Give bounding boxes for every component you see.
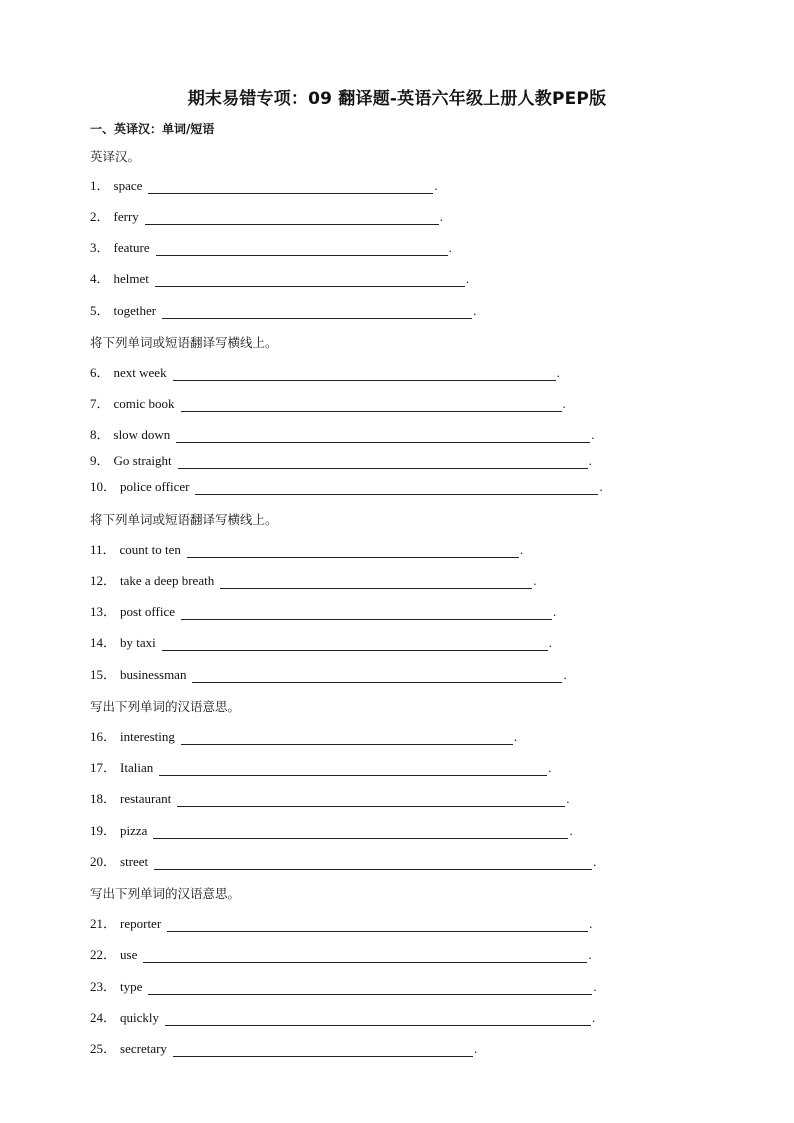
period: . bbox=[473, 303, 477, 318]
question-word: quickly bbox=[120, 1010, 160, 1025]
question-number: 21． bbox=[90, 916, 117, 931]
question-number: 25． bbox=[90, 1041, 117, 1056]
question-number: 3． bbox=[90, 240, 110, 255]
question-word: businessman bbox=[120, 667, 187, 682]
question-word: next week bbox=[113, 365, 167, 380]
question-item bbox=[90, 176, 438, 194]
period: . bbox=[439, 209, 444, 224]
answer-blank[interactable] bbox=[148, 180, 433, 194]
question-number: 7． bbox=[90, 396, 110, 411]
question-word: take a deep breath bbox=[120, 573, 215, 588]
question-item bbox=[90, 301, 476, 319]
question-word: reporter bbox=[120, 916, 162, 931]
answer-blank[interactable] bbox=[220, 575, 532, 589]
period: . bbox=[563, 667, 567, 682]
question-item bbox=[90, 789, 570, 807]
question-number: 2． bbox=[90, 209, 110, 224]
period: . bbox=[588, 947, 592, 962]
period: . bbox=[533, 573, 537, 588]
question-word: space bbox=[113, 178, 143, 193]
answer-blank[interactable] bbox=[153, 825, 568, 839]
page-title: 期末易错专项：09 翻译题-英语六年级上册人教PEP版 bbox=[187, 89, 607, 109]
answer-blank[interactable] bbox=[162, 305, 472, 319]
answer-blank[interactable] bbox=[195, 481, 598, 495]
question-item bbox=[90, 269, 469, 287]
question-item bbox=[90, 758, 551, 776]
answer-blank[interactable] bbox=[173, 367, 556, 381]
question-number: 16． bbox=[90, 729, 117, 744]
answer-blank[interactable] bbox=[143, 949, 587, 963]
answer-blank[interactable] bbox=[181, 606, 552, 620]
question-number: 9． bbox=[90, 453, 110, 468]
answer-blank[interactable] bbox=[159, 762, 547, 776]
question-item bbox=[90, 602, 556, 620]
question-item bbox=[90, 571, 536, 589]
answer-blank[interactable] bbox=[155, 273, 465, 287]
question-word: helmet bbox=[113, 271, 149, 286]
answer-blank[interactable] bbox=[165, 1012, 591, 1026]
question-number: 24． bbox=[90, 1010, 117, 1025]
question-number: 10． bbox=[90, 479, 117, 494]
question-word: restaurant bbox=[120, 791, 172, 806]
question-item bbox=[90, 665, 567, 683]
question-word: ferry bbox=[113, 209, 139, 224]
question-word: secretary bbox=[120, 1041, 167, 1056]
question-item bbox=[90, 238, 452, 256]
question-item bbox=[90, 477, 603, 495]
answer-blank[interactable] bbox=[162, 637, 548, 651]
instruction-3: 将下列单词或短语翻译写横线上。 bbox=[90, 512, 278, 527]
question-number: 22． bbox=[90, 947, 117, 962]
question-number: 14． bbox=[90, 635, 117, 650]
section-heading: 一、英译汉：单词/短语 bbox=[90, 122, 215, 136]
question-item bbox=[90, 945, 592, 963]
question-word: police officer bbox=[120, 479, 190, 494]
question-item bbox=[90, 540, 523, 558]
question-word: feature bbox=[113, 240, 150, 255]
period: . bbox=[562, 396, 566, 411]
question-item bbox=[90, 1008, 595, 1026]
period: . bbox=[591, 427, 595, 442]
question-item bbox=[90, 363, 560, 381]
question-item bbox=[90, 207, 443, 225]
question-number: 4． bbox=[90, 271, 110, 286]
question-number: 8． bbox=[90, 427, 110, 442]
period: . bbox=[548, 635, 553, 650]
answer-blank[interactable] bbox=[154, 856, 592, 870]
question-word: by taxi bbox=[120, 635, 156, 650]
answer-blank[interactable] bbox=[148, 981, 592, 995]
question-word: together bbox=[113, 303, 157, 318]
period: . bbox=[599, 479, 603, 494]
answer-blank[interactable] bbox=[173, 1043, 473, 1057]
question-item bbox=[90, 821, 573, 839]
period: . bbox=[592, 1010, 596, 1025]
question-word: street bbox=[120, 854, 149, 869]
instruction-5: 写出下列单词的汉语意思。 bbox=[90, 886, 241, 901]
question-word: type bbox=[120, 979, 143, 994]
period: . bbox=[553, 604, 557, 619]
question-number: 23． bbox=[90, 979, 117, 994]
instruction-2: 将下列单词或短语翻译写横线上。 bbox=[90, 335, 278, 350]
question-item bbox=[90, 914, 592, 932]
question-number: 18． bbox=[90, 791, 117, 806]
question-word: comic book bbox=[113, 396, 175, 411]
question-item bbox=[90, 633, 552, 651]
instruction-1: 英译汉。 bbox=[90, 149, 141, 164]
period: . bbox=[548, 760, 552, 775]
period: . bbox=[566, 791, 570, 806]
question-word: count to ten bbox=[119, 542, 181, 557]
answer-blank[interactable] bbox=[156, 242, 448, 256]
answer-blank[interactable] bbox=[177, 793, 565, 807]
period: . bbox=[593, 979, 597, 994]
question-word: slow down bbox=[113, 427, 171, 442]
question-word: use bbox=[120, 947, 138, 962]
period: . bbox=[569, 823, 573, 838]
period: . bbox=[519, 542, 524, 557]
question-item bbox=[90, 1039, 477, 1057]
period: . bbox=[556, 365, 560, 380]
question-item bbox=[90, 451, 592, 469]
question-item bbox=[90, 394, 566, 412]
question-number: 11． bbox=[90, 542, 116, 557]
question-number: 15． bbox=[90, 667, 117, 682]
question-word: post office bbox=[120, 604, 176, 619]
answer-blank[interactable] bbox=[167, 918, 588, 932]
period: . bbox=[473, 1041, 478, 1056]
period: . bbox=[448, 240, 452, 255]
period: . bbox=[593, 854, 597, 869]
question-item bbox=[90, 425, 594, 443]
question-number: 5． bbox=[90, 303, 110, 318]
period: . bbox=[434, 178, 438, 193]
answer-blank[interactable] bbox=[187, 544, 519, 558]
question-item bbox=[90, 977, 597, 995]
answer-blank[interactable] bbox=[145, 211, 439, 225]
question-word: interesting bbox=[120, 729, 175, 744]
answer-blank[interactable] bbox=[178, 455, 588, 469]
answer-blank[interactable] bbox=[181, 398, 562, 412]
question-number: 6． bbox=[90, 365, 110, 380]
question-number: 1． bbox=[90, 178, 110, 193]
period: . bbox=[513, 729, 518, 744]
answer-blank[interactable] bbox=[176, 429, 590, 443]
question-number: 13． bbox=[90, 604, 117, 619]
answer-blank[interactable] bbox=[181, 731, 513, 745]
question-number: 20． bbox=[90, 854, 117, 869]
question-word: Go straight bbox=[113, 453, 172, 468]
question-number: 17． bbox=[90, 760, 117, 775]
question-word: pizza bbox=[120, 823, 148, 838]
period: . bbox=[588, 453, 592, 468]
answer-blank[interactable] bbox=[192, 669, 562, 683]
period: . bbox=[465, 271, 470, 286]
period: . bbox=[589, 916, 593, 931]
question-number: 19． bbox=[90, 823, 117, 838]
question-number: 12． bbox=[90, 573, 117, 588]
instruction-4: 写出下列单词的汉语意思。 bbox=[90, 699, 241, 714]
question-item bbox=[90, 727, 517, 745]
question-item bbox=[90, 852, 596, 870]
question-word: Italian bbox=[120, 760, 154, 775]
